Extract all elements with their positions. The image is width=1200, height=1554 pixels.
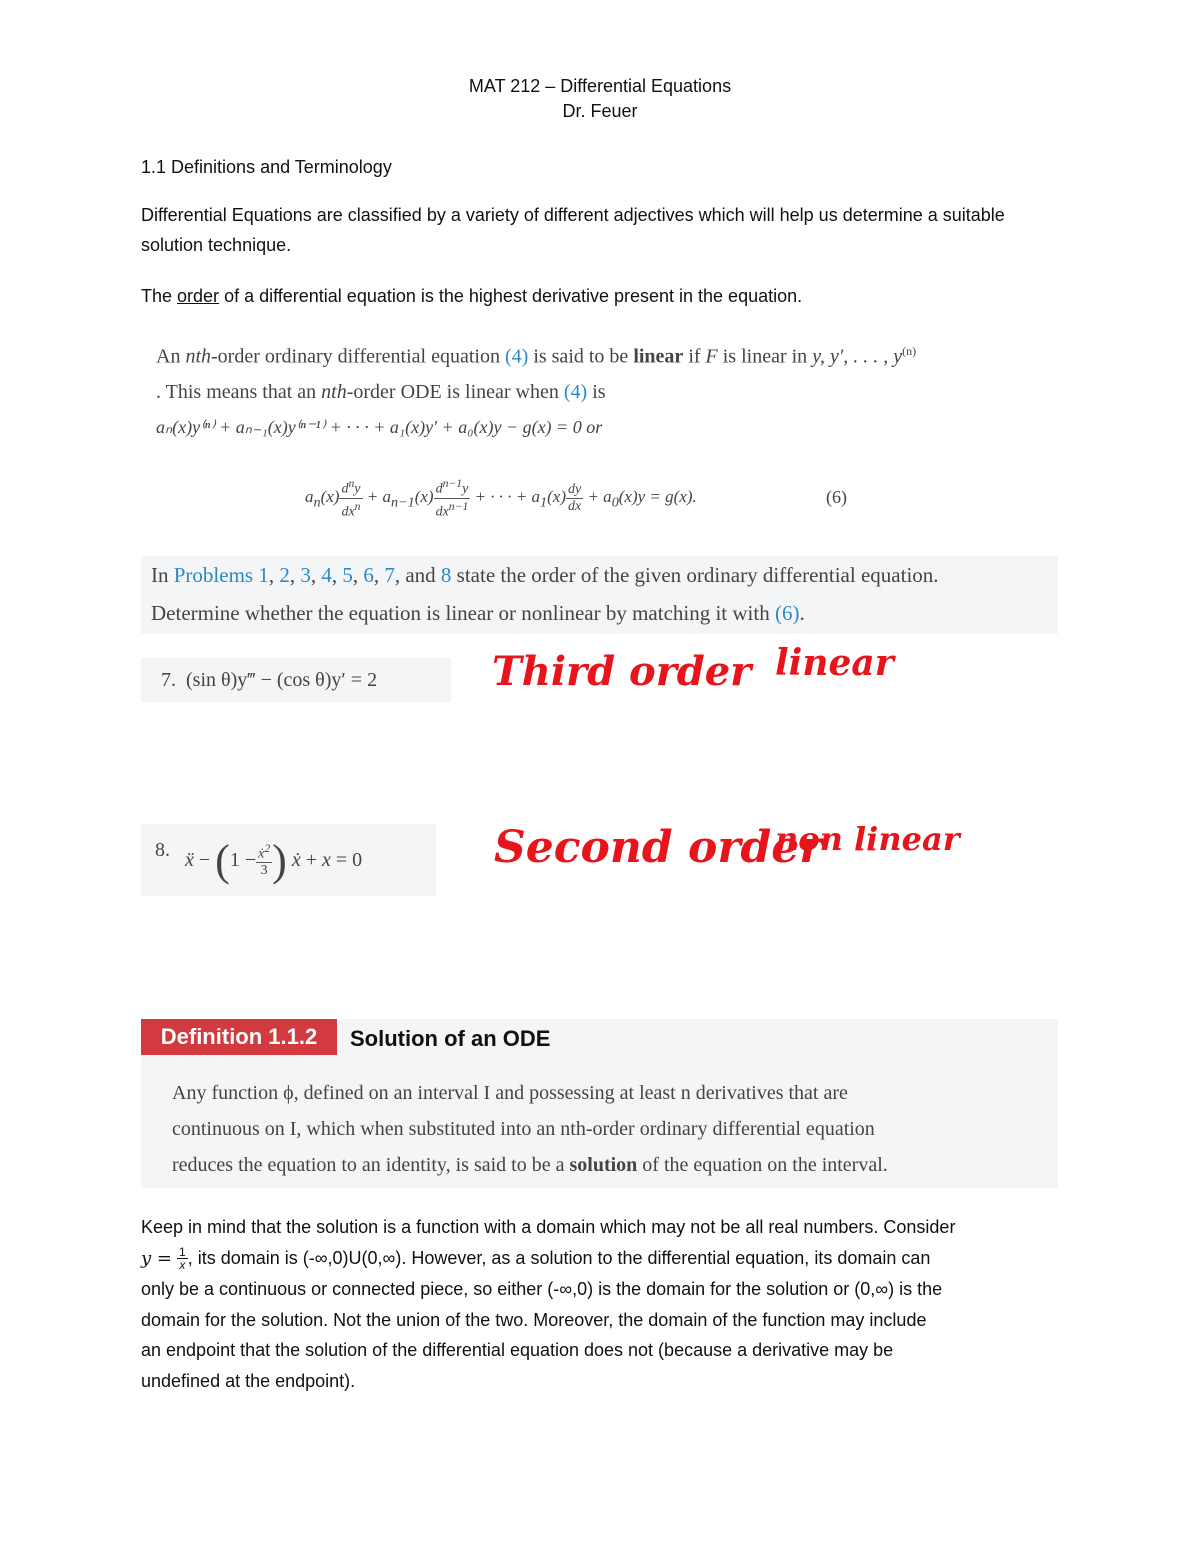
problems-instructions: In Problems 1, 2, 3, 4, 5, 6, 7, and 8 state the order of the given ordinary differential equation. Determine whether the equation is linear or nonlinear by matching it with (6). [141, 556, 1058, 634]
definition-box [141, 1019, 1058, 1188]
intro-paragraph: Differential Equations are classified by a variety of different adjectives which will help us determine a suitable solution technique. [141, 205, 1005, 255]
order-definition: The order of a differential equation is the highest derivative present in the equation. [141, 286, 803, 306]
instructor: Dr. Feuer [562, 101, 638, 121]
problem-8: 8. ẍ − ( 1 − $\frac{ẋ^2}{3}$ ) ẋ + x = 0 [141, 824, 436, 896]
domain-paragraph: Keep in mind that the solution is a function with a domain which may not be all real numbers. Consider y = $\frac{1}{x}$ , its domain is (-∞,0)U(0,∞). However, as a solution to the differential equation, its domain can only be a continuous or connected piece, so either (-∞,0) is the domain for the solution or (0,∞) is the domain for the solution. Not the union of the two. Moreover, the domain of the function may include an endpoint that the solution of the differential equation does not (because a derivative may be undefined at the endpoint). [141, 1217, 956, 1391]
linear-equation-form: aₙ(x)y⁽ⁿ⁾ + aₙ₋₁(x)y⁽ⁿ⁻¹⁾ + · · · + a₁(x)y′ + a₀(x)y − g(x) = 0 or [156, 416, 603, 437]
definition-label: Definition 1.1.2 [141, 1019, 337, 1055]
handwritten-note-order: Third order [492, 648, 752, 695]
linear-definition: An nth-order ordinary differential equation (4) is said to be linear if F is linear in y, y′, . . . , $y^{(n)}$ . This means that an nth-order ODE is linear when (4) is aₙ(x)y⁽ⁿ⁾ + aₙ₋₁(x)y⁽ⁿ⁻¹⁾ + · · · + a₁(x)y′ + a₀(x)y − g(x) = 0 or [156, 334, 1036, 445]
handwritten-note-linearity: linear [775, 642, 894, 684]
equation-6: $a_n(x)$ $\frac{d^ny}{dx^n}$ + $a_{n-1}(x)$ $\frac{d^{n-1}y}{dx^{n-1}}$ + · · · + $a_1(x)$ $\frac{dy}{dx}$ + $a_0(x)y = g(x)$. [305, 477, 697, 520]
equation-6-label: (6) [826, 487, 847, 507]
equation-ref-4[interactable]: (4) [563, 380, 588, 403]
definition-title: Solution of an ODE [350, 1026, 551, 1051]
equation-ref-4[interactable]: (4) [504, 345, 529, 368]
order-term: order [177, 286, 220, 306]
handwritten-note-order: Second order [494, 822, 823, 873]
definition-body: Any function ϕ, defined on an interval I and possessing at least n derivatives that are continuous on I, which when substituted into an nth-order ordinary differential equation reduces the equation to an identity, is said to be a solution of the equation on the interval. [172, 1082, 888, 1176]
course-title: MAT 212 – Differential Equations [468, 76, 732, 96]
section-title: 1.1 Definitions and Terminology [141, 157, 392, 177]
handwritten-note-linearity: non linear [775, 820, 960, 858]
problem-7: 7. (sin θ)y‴ − (cos θ)y′ = 2 [141, 658, 451, 702]
